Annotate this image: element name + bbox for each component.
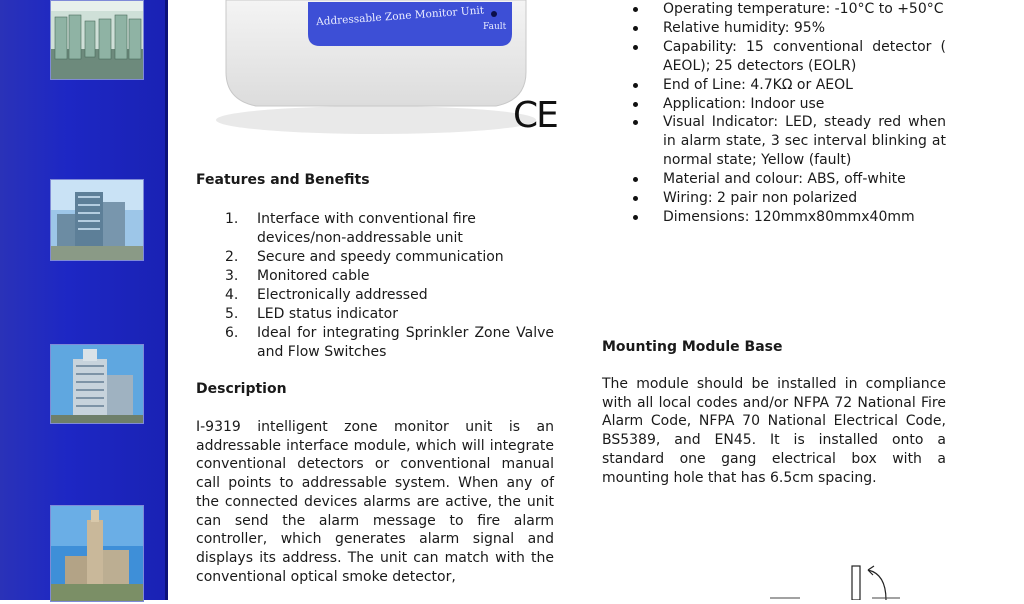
photo-tower-block (50, 179, 144, 261)
bullet-icon (633, 215, 638, 220)
spec-text: Relative humidity: 95% (663, 19, 825, 36)
bullet-icon (633, 83, 638, 88)
photo-landmark-tower (50, 505, 144, 602)
item-number: 5. (225, 306, 239, 322)
bullet-icon (633, 26, 638, 31)
photo-office-building (50, 344, 144, 424)
photo-server-room (50, 0, 144, 80)
list-item (632, 19, 946, 38)
item-text: LED status indicator (257, 306, 398, 322)
list-item (220, 248, 554, 267)
spec-text: Material and colour: ABS, off-white (663, 171, 906, 188)
features-list (220, 210, 554, 362)
bullet-icon (633, 102, 638, 107)
spec-text: Operating temperature: -10°C to +50°C (663, 1, 944, 17)
spec-text: Visual Indicator: LED, steady red when in alarm state, 3 sec interval blinking at normal state; Yellow (fault) (663, 114, 946, 169)
list-item (220, 267, 554, 286)
fault-label: Fault (483, 22, 507, 32)
list-item (632, 38, 946, 76)
item-text: Secure and speedy communication (257, 249, 504, 265)
list-item (632, 113, 946, 170)
item-text: Electronically addressed (257, 287, 428, 303)
device-label: Addressable Zone Monitor Unit (315, 4, 485, 29)
item-number: 3. (225, 268, 239, 284)
item-text: Interface with conventional fire devices/non-addressable unit (257, 211, 476, 246)
list-item (632, 0, 946, 19)
item-number: 2. (225, 249, 239, 265)
specs-list (632, 0, 946, 227)
bullet-icon (633, 7, 638, 12)
item-number: 4. (225, 287, 239, 303)
description-heading: Description (196, 381, 287, 397)
spec-text: Wiring: 2 pair non polarized (663, 190, 858, 207)
sidebar (0, 0, 168, 600)
item-text: Monitored cable (257, 268, 370, 284)
mounting-text: The module should be installed in compliance with all local codes and/or NFPA 72 National Fire Alarm Code, NFPA 70 National Electrical Code, BS5389, and EN45. It is installed onto a standard one gang electrical box with a mounting hole that has 6.5cm spacing. (602, 376, 946, 486)
mounting-diagram (760, 560, 920, 600)
item-number: 6. (225, 325, 239, 341)
list-item (632, 170, 946, 189)
spec-text: Dimensions: 120mmx80mmx40mm (663, 208, 915, 225)
ce-mark: CE (513, 95, 557, 136)
product-image (196, 0, 576, 150)
item-number: 1. (225, 211, 239, 227)
list-item (632, 208, 946, 227)
sidebar-edge (165, 0, 168, 600)
bullet-icon (633, 177, 638, 182)
spec-text: End of Line: 4.7KΩ or AEOL (663, 76, 853, 93)
list-item (220, 305, 554, 324)
spec-text: Capability: 15 conventional detector ( AEOL); 25 detectors (EOLR) (663, 38, 946, 74)
bullet-icon (633, 45, 638, 50)
list-item (220, 324, 554, 362)
description-text: I-9319 intelligent zone monitor unit is an addressable interface module, which will integrate conventional detectors or conventional manual call points to addressable system. When any of the connected devices alarms are active, the unit can send the alarm message to fire alarm controller, which generates alarm signal and displays its address. The unit can match with the conventional optical smoke detector, (196, 419, 554, 585)
spec-text: Application: Indoor use (663, 95, 825, 112)
list-item (220, 210, 554, 248)
list-item (632, 76, 946, 95)
bullet-icon (633, 120, 638, 125)
bullet-icon (633, 196, 638, 201)
list-item (220, 286, 554, 305)
list-item (632, 95, 946, 114)
list-item (632, 189, 946, 208)
features-heading: Features and Benefits (196, 172, 370, 188)
mounting-heading: Mounting Module Base (602, 339, 783, 355)
item-text: Ideal for integrating Sprinkler Zone Valve and Flow Switches (257, 325, 554, 360)
